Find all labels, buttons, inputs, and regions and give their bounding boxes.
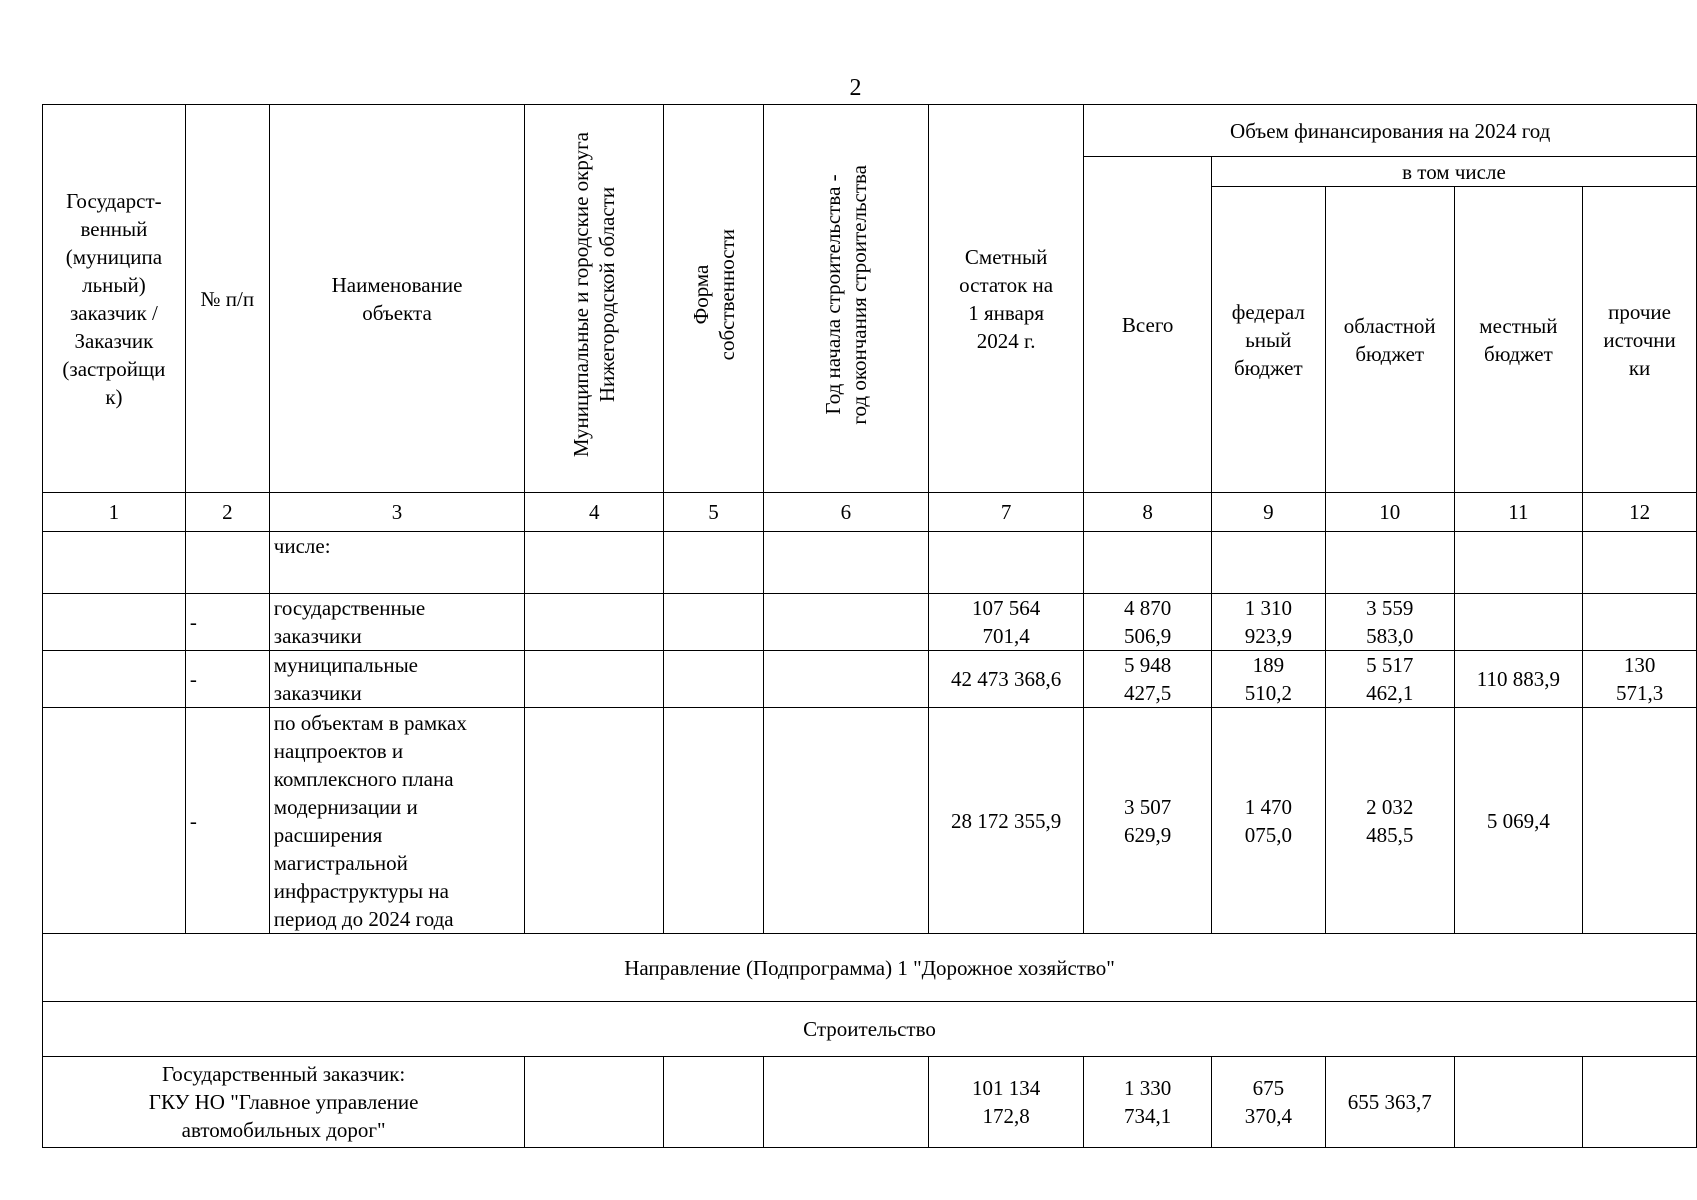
header-financing-title: Объем финансирования на 2024 год — [1230, 118, 1551, 143]
header-col10-text: областной бюджет — [1343, 313, 1436, 366]
row-estimated-balance: 42 473 368,6 — [928, 651, 1084, 708]
section-direction: Направление (Подпрограмма) 1 "Дорожное хозяйство" — [43, 934, 1697, 1002]
row-object-name: числе: — [269, 532, 524, 594]
row-number: - — [185, 708, 269, 934]
column-number: 11 — [1454, 493, 1582, 532]
header-local-budget — [1454, 187, 1582, 493]
row-object-name: по объектам в рамках нацпроектов и комплексного плана модернизации и расширения магистральной инфраструктуры на период до 2024 года — [269, 708, 524, 934]
header-other-sources — [1583, 187, 1697, 493]
row-regional: 3 559 583,0 — [1325, 594, 1454, 651]
header-financing-group — [1084, 105, 1697, 157]
section-construction: Строительство — [43, 1002, 1697, 1057]
header-municipal-districts — [525, 105, 664, 493]
header-including — [1211, 157, 1696, 187]
row-regional: 2 032 485,5 — [1325, 708, 1454, 934]
column-number: 6 — [763, 493, 928, 532]
table-row — [43, 532, 1697, 594]
row-number: - — [185, 594, 269, 651]
header-col5-text: Форма собственности — [688, 229, 739, 361]
header-regional-budget — [1325, 187, 1454, 493]
section-row — [43, 1002, 1697, 1057]
header-construction-years — [763, 105, 928, 493]
header-col6-text: Год начала строительства - год окончания строительства — [820, 165, 871, 425]
column-number: 4 — [525, 493, 664, 532]
column-number: 5 — [664, 493, 764, 532]
row-total: 3 507 629,9 — [1084, 708, 1212, 934]
row-local: 5 069,4 — [1454, 708, 1582, 934]
header-object-name — [269, 105, 524, 493]
column-number-row — [43, 493, 1697, 532]
header-col9-text: федерал ьный бюджет — [1231, 299, 1305, 380]
row-estimated-balance: 107 564 701,4 — [928, 594, 1084, 651]
header-total — [1084, 157, 1212, 493]
row-estimated-balance: 28 172 355,9 — [928, 708, 1084, 934]
section-row — [43, 934, 1697, 1002]
column-number: 10 — [1325, 493, 1454, 532]
column-number: 8 — [1084, 493, 1212, 532]
row-federal: 189 510,2 — [1211, 651, 1325, 708]
row-federal: 1 310 923,9 — [1211, 594, 1325, 651]
column-number: 3 — [269, 493, 524, 532]
header-customer — [43, 105, 186, 493]
row-other: 130 571,3 — [1583, 651, 1697, 708]
row-regional: 5 517 462,1 — [1325, 651, 1454, 708]
customer-label: Государственный заказчик: ГКУ НО "Главное управление автомобильных дорог" — [43, 1057, 525, 1148]
column-number: 7 — [928, 493, 1084, 532]
customer-total: 1 330 734,1 — [1084, 1057, 1212, 1148]
table-row — [43, 708, 1697, 934]
customer-federal: 675 370,4 — [1211, 1057, 1325, 1148]
header-col12-text: прочие источни ки — [1603, 299, 1676, 380]
header-federal-budget — [1211, 187, 1325, 493]
header-col4-text: Муниципальные и городские округа Нижегородской области — [569, 132, 620, 458]
row-federal: 1 470 075,0 — [1211, 708, 1325, 934]
column-number: 12 — [1583, 493, 1697, 532]
row-object-name: муниципальные заказчики — [269, 651, 524, 708]
header-row-1 — [43, 105, 1697, 157]
page-number: 2 — [849, 75, 862, 101]
header-including-title: в том числе — [1402, 159, 1506, 184]
header-col11-text: местный бюджет — [1479, 313, 1558, 366]
header-number — [185, 105, 269, 493]
row-local: 110 883,9 — [1454, 651, 1582, 708]
header-col2-text: № п/п — [200, 286, 255, 311]
customer-estimated-balance: 101 134 172,8 — [928, 1057, 1084, 1148]
row-number: - — [185, 651, 269, 708]
header-ownership-form — [664, 105, 764, 493]
table-row — [43, 651, 1697, 708]
header-col1-text: Государст- венный (муниципа льный) заказчик / Заказчик (застройщи к) — [62, 188, 166, 409]
customer-row — [43, 1057, 1697, 1148]
column-number: 1 — [43, 493, 186, 532]
customer-regional: 655 363,7 — [1325, 1057, 1454, 1148]
column-number: 9 — [1211, 493, 1325, 532]
financing-table — [42, 104, 1697, 1148]
row-total: 5 948 427,5 — [1084, 651, 1212, 708]
header-col3-text: Наименование объекта — [331, 272, 463, 325]
header-estimated-balance — [928, 105, 1084, 493]
row-total: 4 870 506,9 — [1084, 594, 1212, 651]
table-row — [43, 594, 1697, 651]
column-number: 2 — [185, 493, 269, 532]
header-col8-text: Всего — [1121, 312, 1174, 337]
header-col7-text: Сметный остаток на 1 января 2024 г. — [959, 244, 1054, 353]
row-object-name: государственные заказчики — [269, 594, 524, 651]
